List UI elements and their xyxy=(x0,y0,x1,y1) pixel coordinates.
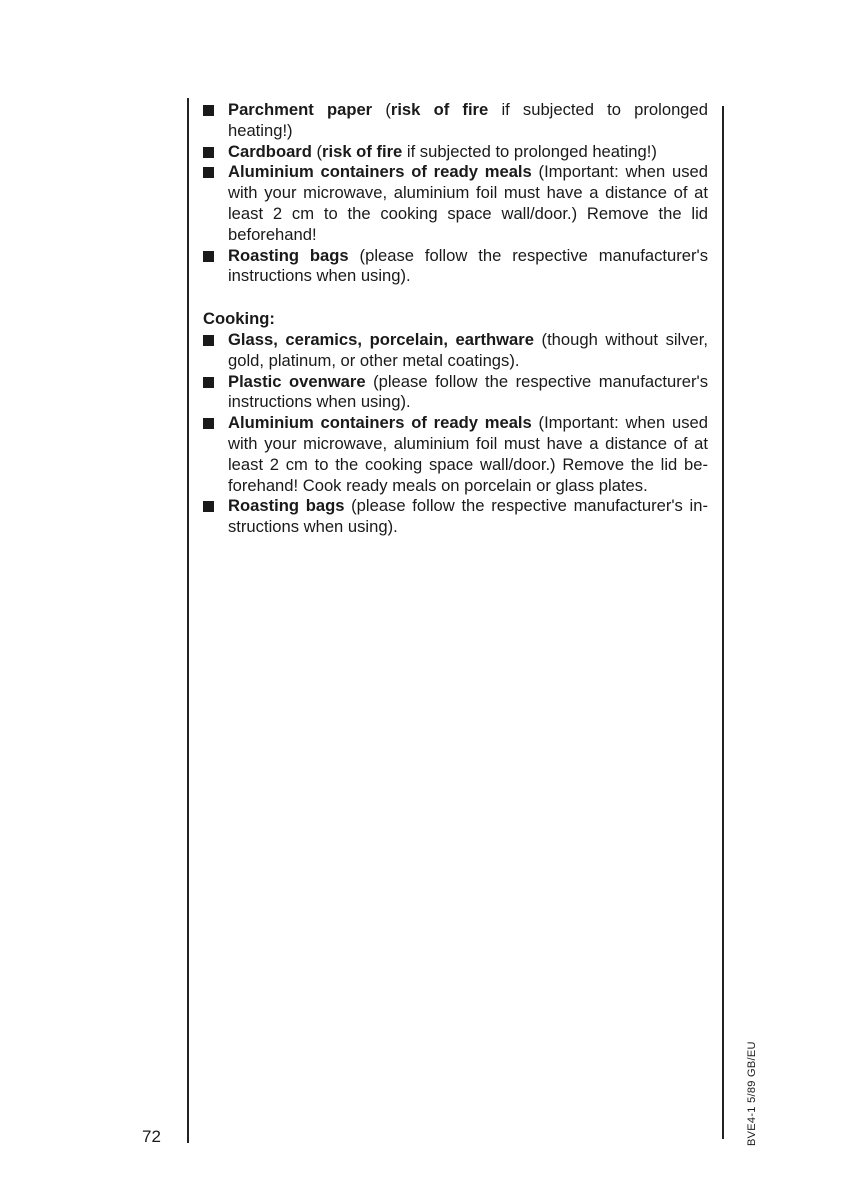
item-term: Aluminium containers of ready meals xyxy=(228,413,532,433)
item-text: (please follow the respective manufacturer's instructions when using). xyxy=(228,496,708,537)
square-bullet-icon xyxy=(203,105,214,116)
square-bullet-icon xyxy=(203,501,214,512)
left-margin-rule xyxy=(187,98,189,1143)
item-term: Glass, ceramics, porcelain, earthware xyxy=(228,329,534,349)
item-term: Roasting bags xyxy=(228,496,345,516)
section-heading-cooking: Cooking: xyxy=(203,309,275,329)
list-item xyxy=(203,330,708,372)
item-text: (Important: when used with your microwave, aluminium foil must have a distance of at least 2 cm to the cooking space wall/door.) Remove the lid beforehand! Cook ready meals on porcelain or glass plates. xyxy=(228,413,708,495)
square-bullet-icon xyxy=(203,167,214,178)
list-item xyxy=(203,496,708,538)
document-body xyxy=(203,100,708,538)
item-text: (though without silver, gold, platinum, or other metal coatings). xyxy=(228,329,708,370)
square-bullet-icon xyxy=(203,335,214,346)
page-number: 72 xyxy=(142,1127,161,1146)
document-code: BVE4-1 5/89 GB/EU xyxy=(746,1041,758,1146)
item-term: Parchment paper xyxy=(228,100,373,119)
item-text: (please follow the respective manufacturer's instructions when using). xyxy=(228,245,709,286)
item-text: (please follow the respective manufacturer's instructions when using). xyxy=(228,371,709,412)
list-item xyxy=(203,142,708,163)
right-margin-rule xyxy=(722,106,724,1139)
item-text: ( xyxy=(372,100,391,119)
item-warning: risk of fire xyxy=(322,141,403,161)
item-warning: risk of fire xyxy=(390,100,489,119)
list-item xyxy=(203,413,708,496)
item-text: (Important: when used with your microwave, aluminium foil must have a distance of at least 2 cm to the cooking space wall/door.) Remove the lid beforehand! xyxy=(228,162,708,244)
list-item xyxy=(203,246,708,288)
list-item xyxy=(203,162,708,245)
item-term: Aluminium containers of ready meals xyxy=(228,162,532,182)
item-term: Roasting bags xyxy=(228,245,349,265)
square-bullet-icon xyxy=(203,251,214,262)
item-text: ( xyxy=(311,141,323,161)
list-item xyxy=(203,100,708,142)
square-bullet-icon xyxy=(203,147,214,158)
item-term: Plastic ovenware xyxy=(228,371,366,391)
list-item xyxy=(203,372,708,414)
item-text: if subjected to prolonged heating!) xyxy=(228,100,708,140)
square-bullet-icon xyxy=(203,377,214,388)
square-bullet-icon xyxy=(203,418,214,429)
item-term: Cardboard xyxy=(228,141,312,161)
item-text: if subjected to prolonged heating!) xyxy=(402,141,657,161)
